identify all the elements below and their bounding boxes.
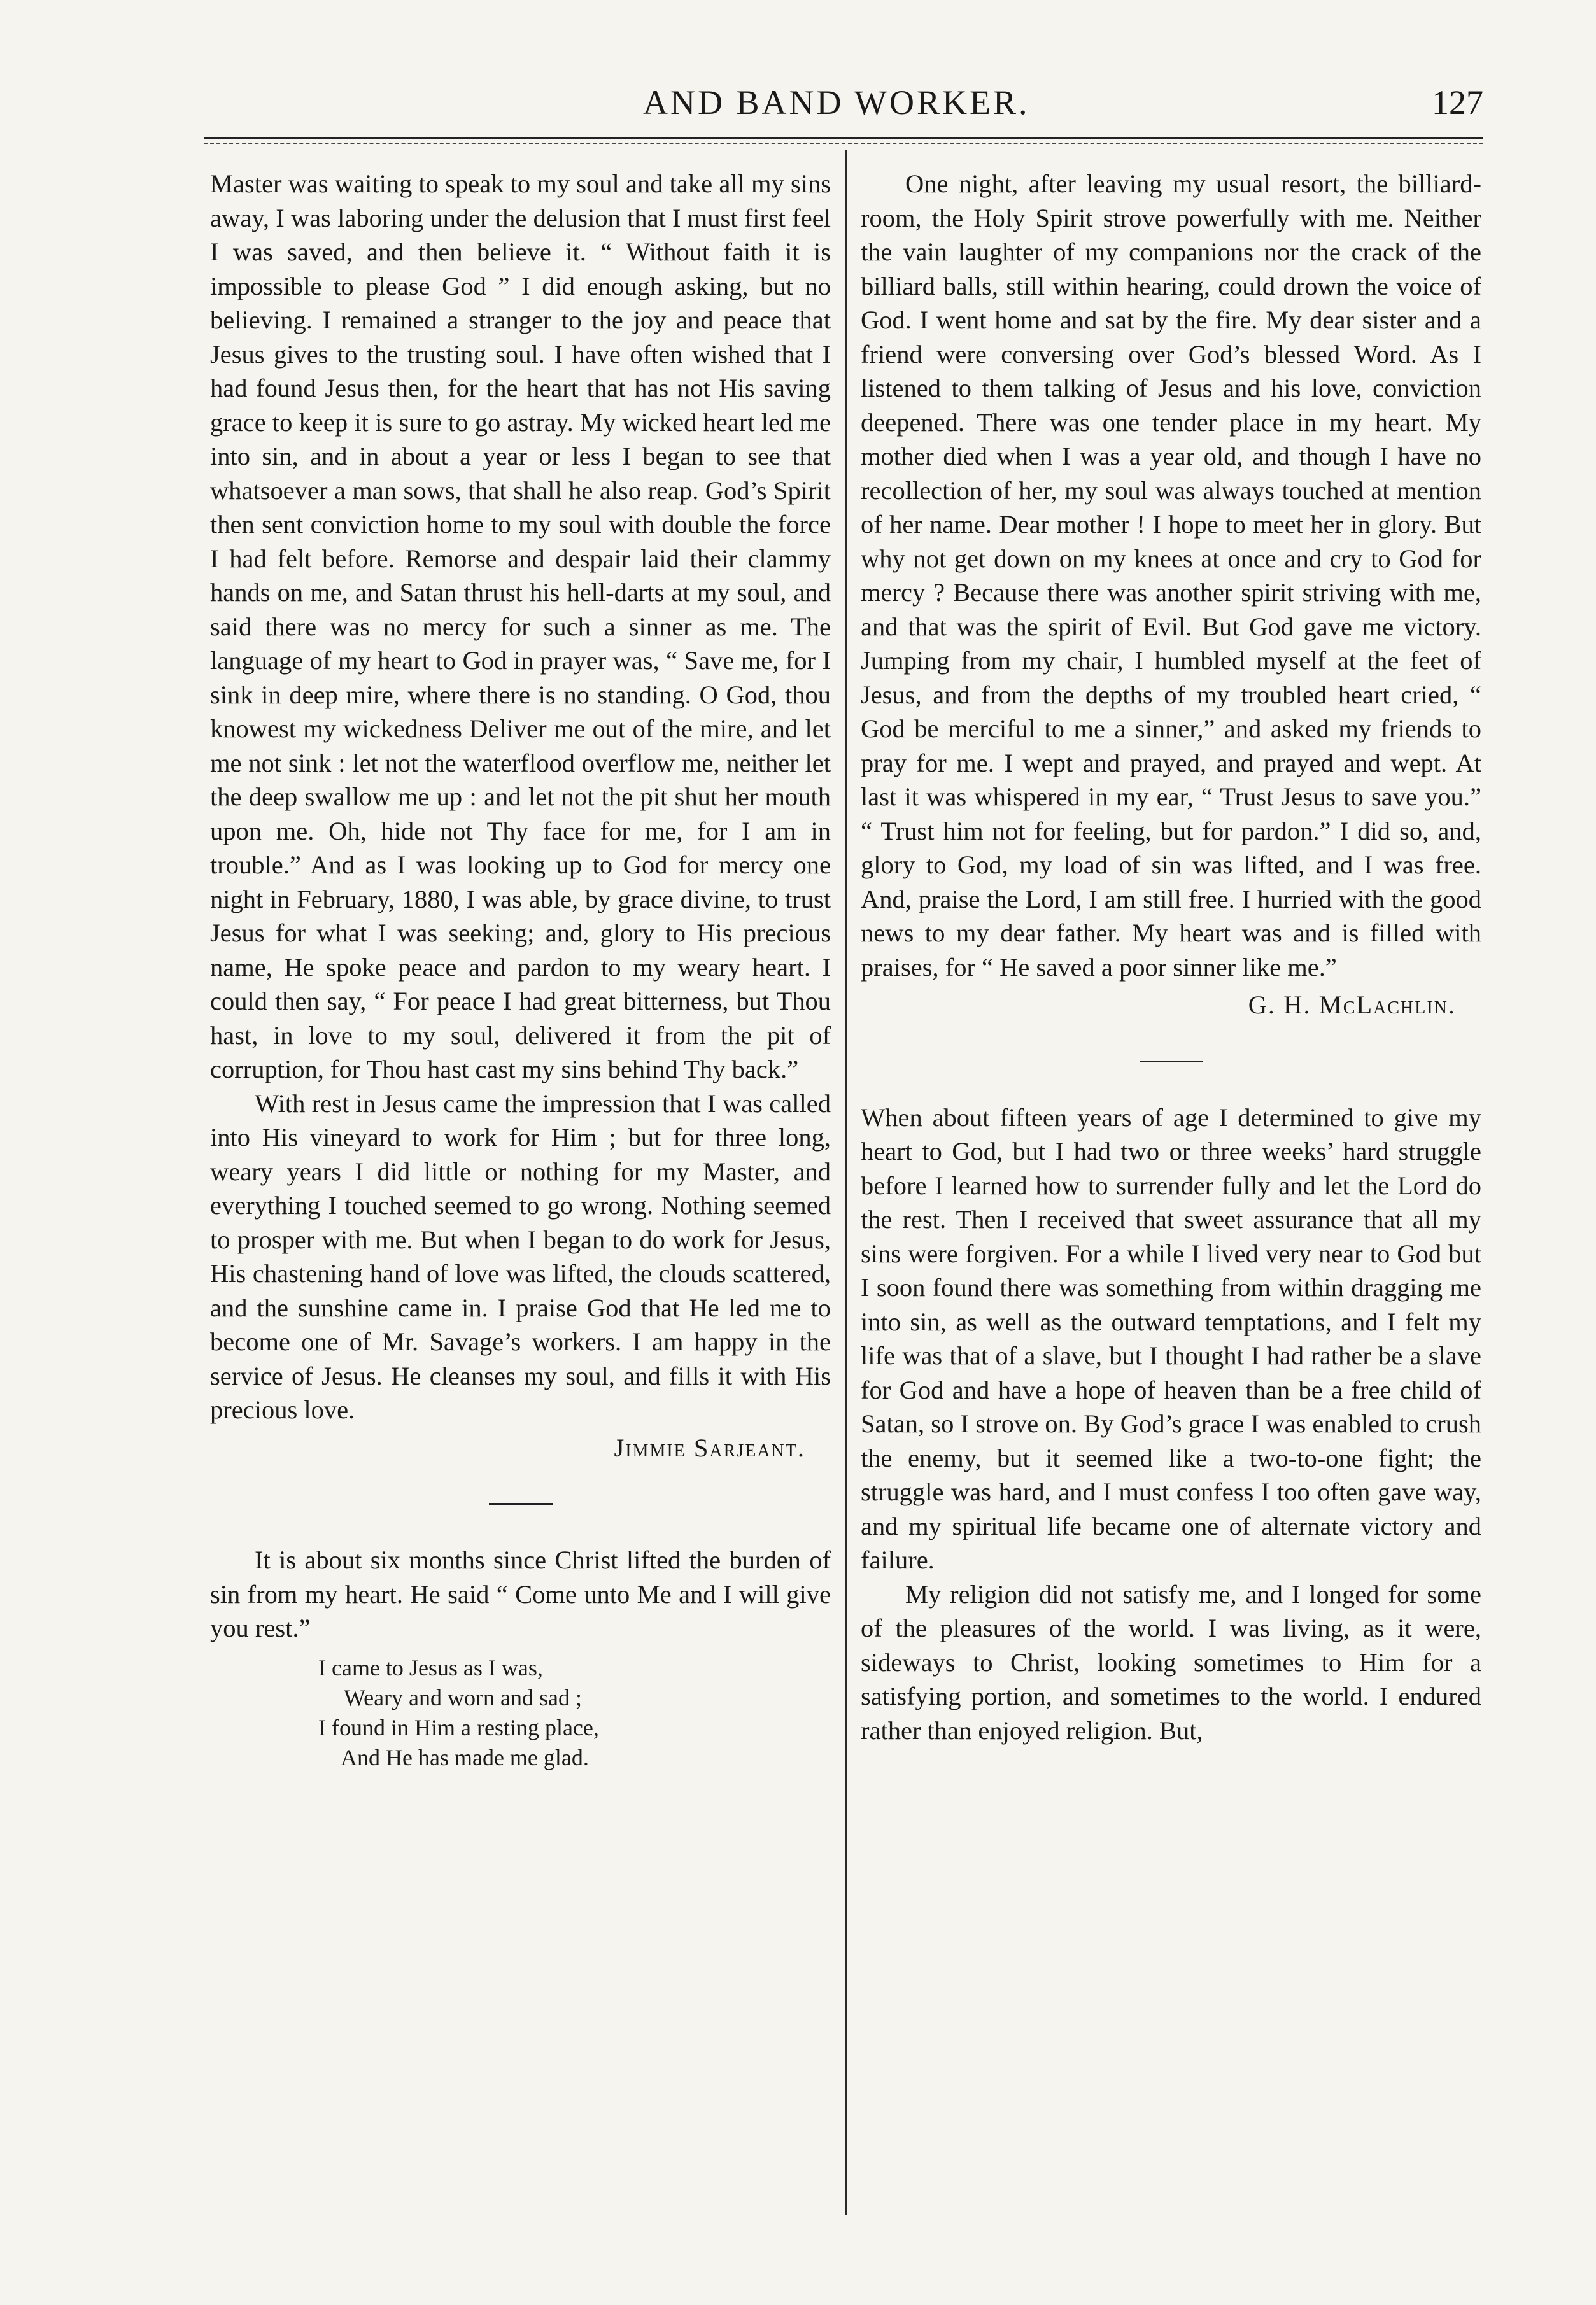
poem-stanza	[210, 1653, 831, 1773]
testimony-paragraph: With rest in Jesus came the impression that I was called into His vineyard to work for Him ; but for three long, weary years I did little or nothing for my Master, and everything I touched seemed to go wrong. Nothing seemed to prosper with me. But when I began to do work for Jesus, His chastening hand of love was lifted, the clouds scattered, and the sunshine came in. I praise God that He led me to become one of Mr. Savage’s workers. I am happy in the service of Jesus. He cleanses my soul, and fills it with His precious love.	[210, 1089, 831, 1424]
author-signature: Jimmie Sarjeant.	[614, 1433, 805, 1462]
section-divider	[489, 1503, 553, 1505]
author-signature: G. H. McLachlin.	[1248, 990, 1456, 1019]
testimony-paragraph: When about fifteen years of age I determined to give my heart to God, but I had two or three weeks’ hard struggle before I learned how to surrender fully and let the Lord do the rest. Then I received that sweet assurance that all my sins were forgiven. For a while I lived very near to God but I soon found there was something from within dragging me into sin, as well as the outward temptations, and I felt my life was that of a slave, but I thought I had rather be a slave for God and have a hope of heaven than be a free child of Satan, so I strove on. By God’s grace I was enabled to crush the enemy, but it seemed like a two-to-one fight; the struggle was hard, and I must confess I too often gave way, and my spiritual life became one of alternate victory and failure.	[861, 1103, 1481, 1574]
page-number: 127	[1432, 83, 1483, 122]
poem-line: I found in Him a resting place,	[318, 1714, 599, 1740]
column-divider	[845, 150, 847, 2215]
testimony-paragraph: My religion did not satisfy me, and I longed for some of the pleasures of the world. I was living, as it were, sideways to Christ, looking sometimes to Him for a satisfying portion, and sometimes to the world. I endured rather than enjoyed religion. But,	[861, 1579, 1481, 1745]
left-column	[210, 167, 831, 1773]
page-header	[204, 76, 1483, 146]
poem-line: And He has made me glad.	[341, 1744, 589, 1770]
header-rule	[204, 137, 1483, 144]
poem-line: I came to Jesus as I was,	[318, 1654, 543, 1681]
section-divider	[1140, 1061, 1203, 1062]
testimony-paragraph: One night, after leaving my usual resort, the billiard-room, the Holy Spirit strove powerfully with me. Neither the vain laughter of my companions nor the crack of the billiard balls, still within hearing, could drown the voice of God. I went home and sat by the fire. My dear sister and a friend were conversing over God’s blessed Word. As I listened to them talking of Jesus and his love, conviction deepened. There was one tender place in my heart. My mother died when I was a year old, and though I have no recollection of her, my soul was always touched at mention of her name. Dear mother ! I hope to meet her in glory. But why not get down on my knees at once and cry to God for mercy ? Because there was another spirit striving with me, and that was the spirit of Evil. But God gave me victory. Jumping from my chair, I humbled myself at the feet of Jesus, and from the depths of my troubled heart cried, “ God be merciful to me a sinner,” and asked my friends to pray for me. I wept and prayed, and prayed and wept. At last it was whispered in my ear, “ Trust Jesus to save you.” “ Trust him not for feeling, but for pardon.” I did so, and, glory to God, my load of sin was lifted, and I was free. And, praise the Lord, I am still free. I hurried with the good news to my dear father. My heart was and is filled with praises, for “ He saved a poor sinner like me.”	[861, 169, 1481, 982]
running-title: AND BAND WORKER.	[643, 83, 1030, 122]
testimony-paragraph: Master was waiting to speak to my soul and take all my sins away, I was laboring under the delusion that I must first feel I was saved, and then believe it. “ Without faith it is impossible to please God ” I did enough asking, but no believing. I remained a stranger to the joy and peace that Jesus gives to the trusting soul. I have often wished that I had found Jesus then, for the heart that has not His saving grace to keep it is sure to go astray. My wicked heart led me into sin, and in about a year or less I began to see that whatsoever a man sows, that shall he also reap. God’s Spirit then sent conviction home to my soul with double the force I had felt before. Remorse and despair laid their clammy hands on me, and Satan thrust his hell-darts at my soul, and said there was no mercy for such a sinner as me. The language of my heart to God in prayer was, “ Save me, for I sink in deep mire, where there is no standing. O God, thou knowest my wickedness Deliver me out of the mire, and let me not sink : let not the waterflood overflow me, neither let the deep swallow me up : and let not the pit shut her mouth upon me. Oh, hide not Thy face for me, for I am in trouble.” And as I was looking up to God for mercy one night in February, 1880, I was able, by grace divine, to trust Jesus for what I was seeking; and, glory to His precious name, He spoke peace and pardon to my weary heart. I could then say, “ For peace I had great bitterness, but Thou hast, in love to my soul, delivered it from the pit of corruption, for Thou hast cast my sins behind Thy back.”	[210, 169, 831, 1083]
right-column	[861, 167, 1481, 1747]
poem-line: Weary and worn and sad ;	[344, 1684, 582, 1710]
testimony-paragraph: It is about six months since Christ lifted the burden of sin from my heart. He said “ Come unto Me and I will give you rest.”	[210, 1546, 831, 1642]
